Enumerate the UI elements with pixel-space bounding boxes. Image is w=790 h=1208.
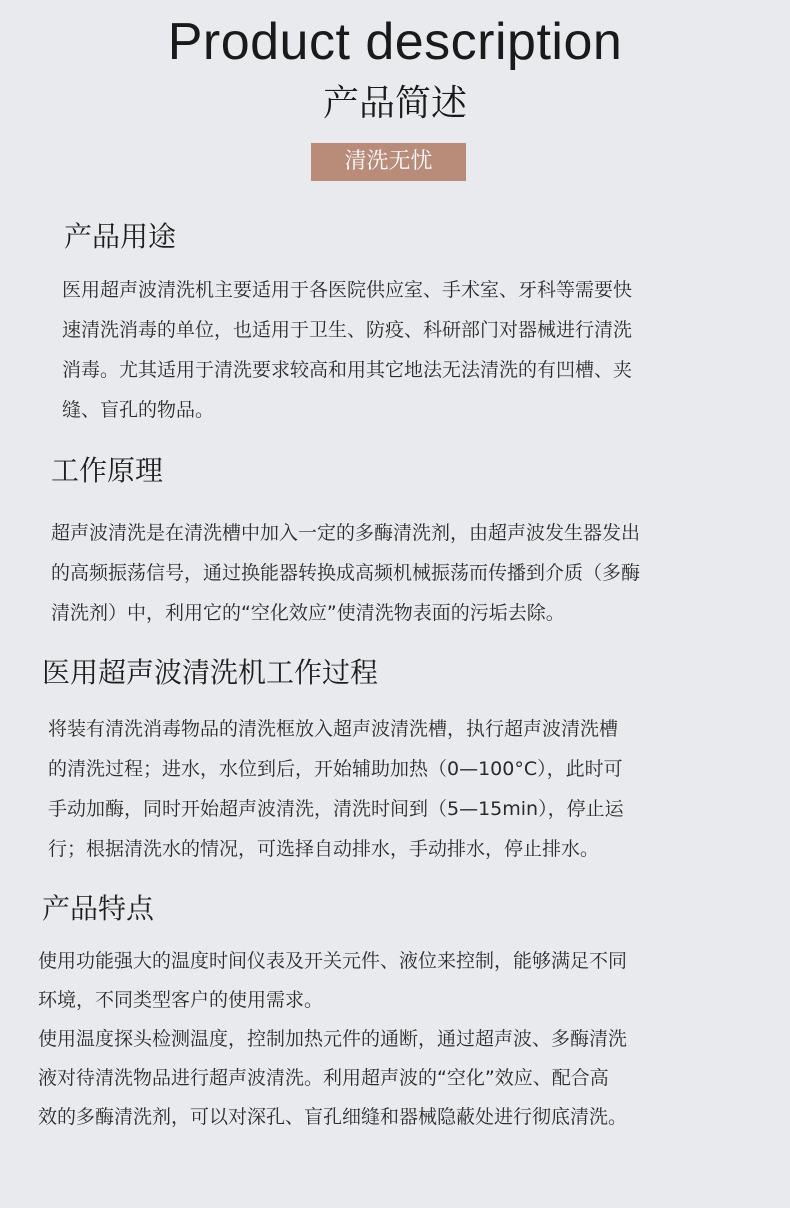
body-line: 医用超声波清洗机主要适用于各医院供应室、手术室、牙科等需要快	[62, 279, 633, 301]
page-title-cn: 产品简述	[322, 83, 467, 124]
body-line: 的高频振荡信号，通过换能器转换成高频机械振荡而传播到介质（多酶	[51, 562, 641, 584]
body-line: 手动加酶，同时开始超声波清洗，清洗时间到（5—15min），停止运	[48, 798, 624, 820]
section-body-usage	[62, 270, 632, 430]
section-heading-principle: 工作原理	[51, 454, 164, 487]
section-body-features	[38, 942, 627, 1137]
body-line: 效的多酶清洗剂，可以对深孔、盲孔细缝和器械隐蔽处进行彻底清洗。	[38, 1106, 628, 1128]
body-line: 液对待清洗物品进行超声波清洗。利用超声波的“空化”效应、配合高	[38, 1067, 609, 1089]
body-line: 使用功能强大的温度时间仪表及开关元件、液位来控制，能够满足不同	[38, 950, 628, 972]
section-body-principle	[51, 513, 640, 633]
body-line: 消毒。尤其适用于清洗要求较高和用其它地法无法清洗的有凹槽、夹	[62, 359, 633, 381]
body-line: 速清洗消毒的单位，也适用于卫生、防疫、科研部门对器械进行清洗	[62, 319, 633, 341]
section-heading-process: 医用超声波清洗机工作过程	[42, 656, 379, 689]
body-line: 超声波清洗是在清洗槽中加入一定的多酶清洗剂，由超声波发生器发出	[51, 522, 641, 544]
body-line: 行；根据清洗水的情况，可选择自动排水，手动排水，停止排水。	[48, 838, 600, 860]
body-line: 清洗剂）中，利用它的“空化效应”使清洗物表面的污垢去除。	[51, 602, 565, 624]
section-heading-features: 产品特点	[42, 892, 155, 925]
body-line: 使用温度探头检测温度，控制加热元件的通断，通过超声波、多酶清洗	[38, 1028, 628, 1050]
body-line: 将装有清洗消毒物品的清洗框放入超声波清洗槽，执行超声波清洗槽	[48, 718, 619, 740]
body-line: 的清洗过程；进水，水位到后，开始辅助加热（0—100°C），此时可	[48, 758, 623, 780]
tagline-badge: 清洗无忧	[311, 143, 466, 181]
section-body-process	[48, 709, 624, 869]
body-line: 缝、盲孔的物品。	[62, 399, 215, 421]
section-heading-usage: 产品用途	[64, 220, 177, 253]
page-title-en: Product description	[167, 13, 623, 71]
body-line: 环境，不同类型客户的使用需求。	[38, 989, 324, 1011]
